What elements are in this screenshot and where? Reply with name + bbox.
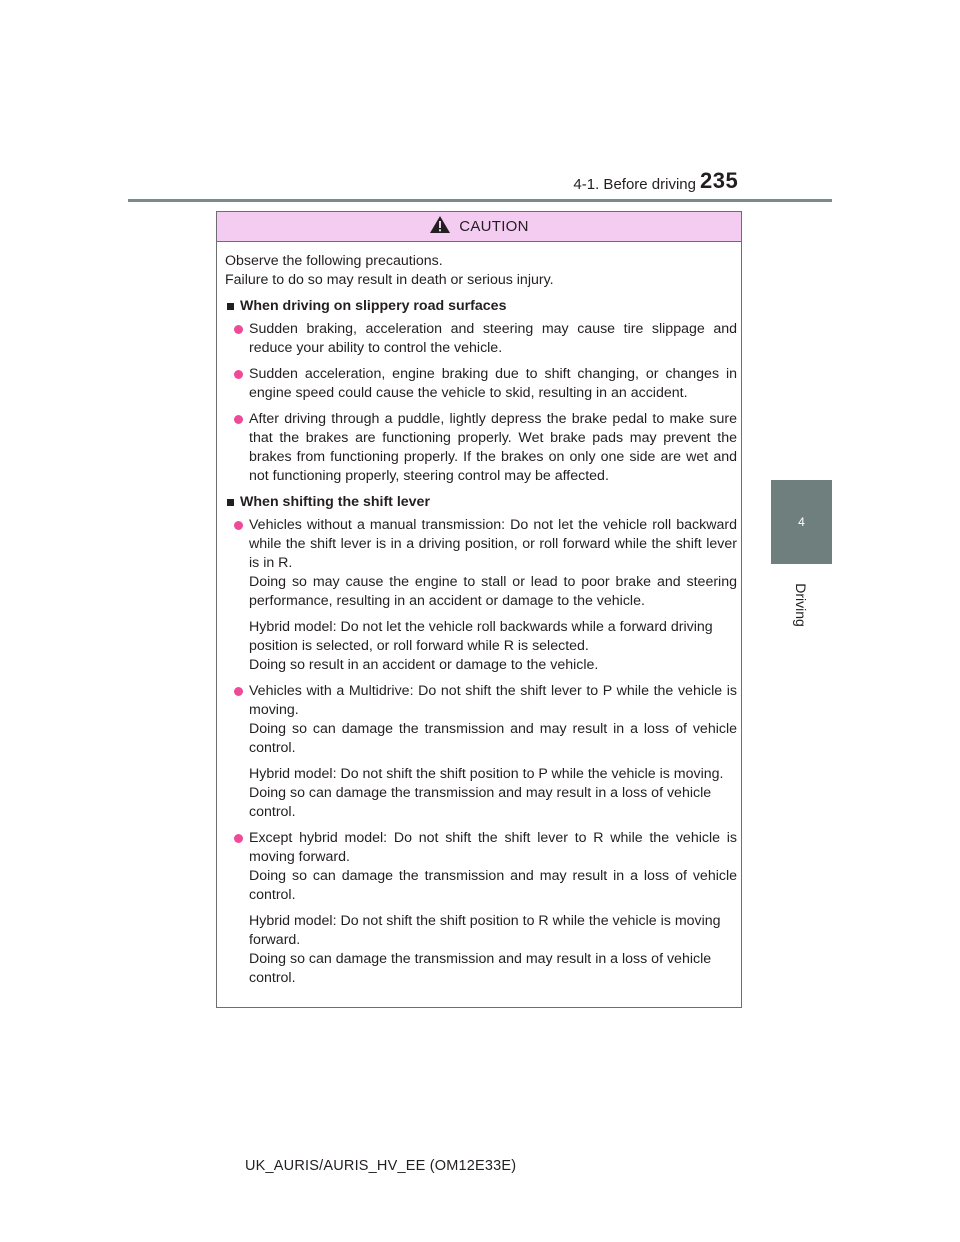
list-item [225, 516, 737, 611]
list-item-text: Doing so can damage the transmission and may result in a loss of vehicle control. [249, 868, 737, 903]
hybrid-note-text: Doing so can damage the transmission and may result in a loss of vehicle control. [249, 951, 712, 986]
circle-bullet-icon [234, 687, 243, 696]
chapter-tab-label-wrap [776, 575, 826, 635]
chapter-tab-number: 4 [798, 515, 805, 529]
list-item-text: Sudden braking, acceleration and steering may cause tire slippage and reduce your ability to control the vehicle. [249, 321, 737, 356]
document-id: UK_AURIS/AURIS_HV_EE (OM12E33E) [245, 1158, 517, 1174]
circle-bullet-icon [234, 834, 243, 843]
header-divider [128, 199, 832, 202]
caution-title: CAUTION [459, 218, 529, 235]
square-bullet-icon [227, 303, 234, 310]
list-item [225, 682, 737, 758]
circle-bullet-icon [234, 325, 243, 334]
section-heading [225, 493, 737, 512]
square-bullet-icon [227, 499, 234, 506]
list-item-text: Sudden acceleration, engine braking due to shift changing, or changes in engine speed could cause the vehicle to skid, resulting in an accident. [249, 366, 737, 401]
hybrid-note [225, 765, 737, 822]
list-item-text: After driving through a puddle, lightly depress the brake pedal to make sure that the brakes are functioning properly. Wet brake pads may prevent the brakes from functioning properly. If the brakes on only one side are wet and not functioning properly, steering control may be affected. [249, 411, 737, 484]
header-section-title: 4-1. Before driving [573, 176, 696, 193]
list-item-text: Doing so may cause the engine to stall or lead to poor brake and steering performance, resulting in an accident or damage to the vehicle. [249, 574, 737, 609]
list-item [225, 410, 737, 486]
list-item [225, 365, 737, 403]
intro-line: Observe the following precautions. [225, 253, 443, 269]
hybrid-note [225, 618, 737, 675]
intro-line: Failure to do so may result in death or serious injury. [225, 272, 554, 288]
hybrid-note-text: Doing so result in an accident or damage to the vehicle. [249, 657, 599, 673]
caution-header [217, 212, 741, 242]
hybrid-note-text: Hybrid model: Do not shift the shift position to R while the vehicle is moving forward. [249, 913, 721, 948]
circle-bullet-icon [234, 415, 243, 424]
hybrid-note [225, 912, 737, 988]
caution-intro [225, 252, 737, 290]
list-item-text: Except hybrid model: Do not shift the shift lever to R while the vehicle is moving forward. [249, 830, 737, 865]
list-item [225, 320, 737, 358]
circle-bullet-icon [234, 521, 243, 530]
list-item-text: Doing so can damage the transmission and may result in a loss of vehicle control. [249, 721, 737, 756]
caution-body [217, 242, 741, 988]
caution-box [216, 211, 742, 1008]
section-heading-text: When shifting the shift lever [240, 494, 430, 510]
list-item-text: Vehicles without a manual transmission: Do not let the vehicle roll backward while the shift lever is in a driving position, or roll forward while the shift lever is in R. [249, 517, 737, 571]
hybrid-note-text: Doing so can damage the transmission and may result in a loss of vehicle control. [249, 785, 712, 820]
section-shift-lever [225, 493, 737, 988]
page-number: 235 [700, 168, 739, 193]
hybrid-note-text: Hybrid model: Do not let the vehicle roll backwards while a forward driving position is selected, or roll forward while R is selected. [249, 619, 713, 654]
chapter-tab [771, 480, 832, 564]
warning-triangle-icon [429, 215, 451, 239]
section-slippery-roads [225, 297, 737, 486]
section-heading [225, 297, 737, 316]
list-item [225, 829, 737, 905]
chapter-tab-label: Driving [793, 583, 809, 627]
section-heading-text: When driving on slippery road surfaces [240, 298, 507, 314]
circle-bullet-icon [234, 370, 243, 379]
hybrid-note-text: Hybrid model: Do not shift the shift position to P while the vehicle is moving. [249, 766, 724, 782]
list-item-text: Vehicles with a Multidrive: Do not shift the shift lever to P while the vehicle is moving. [249, 683, 737, 718]
